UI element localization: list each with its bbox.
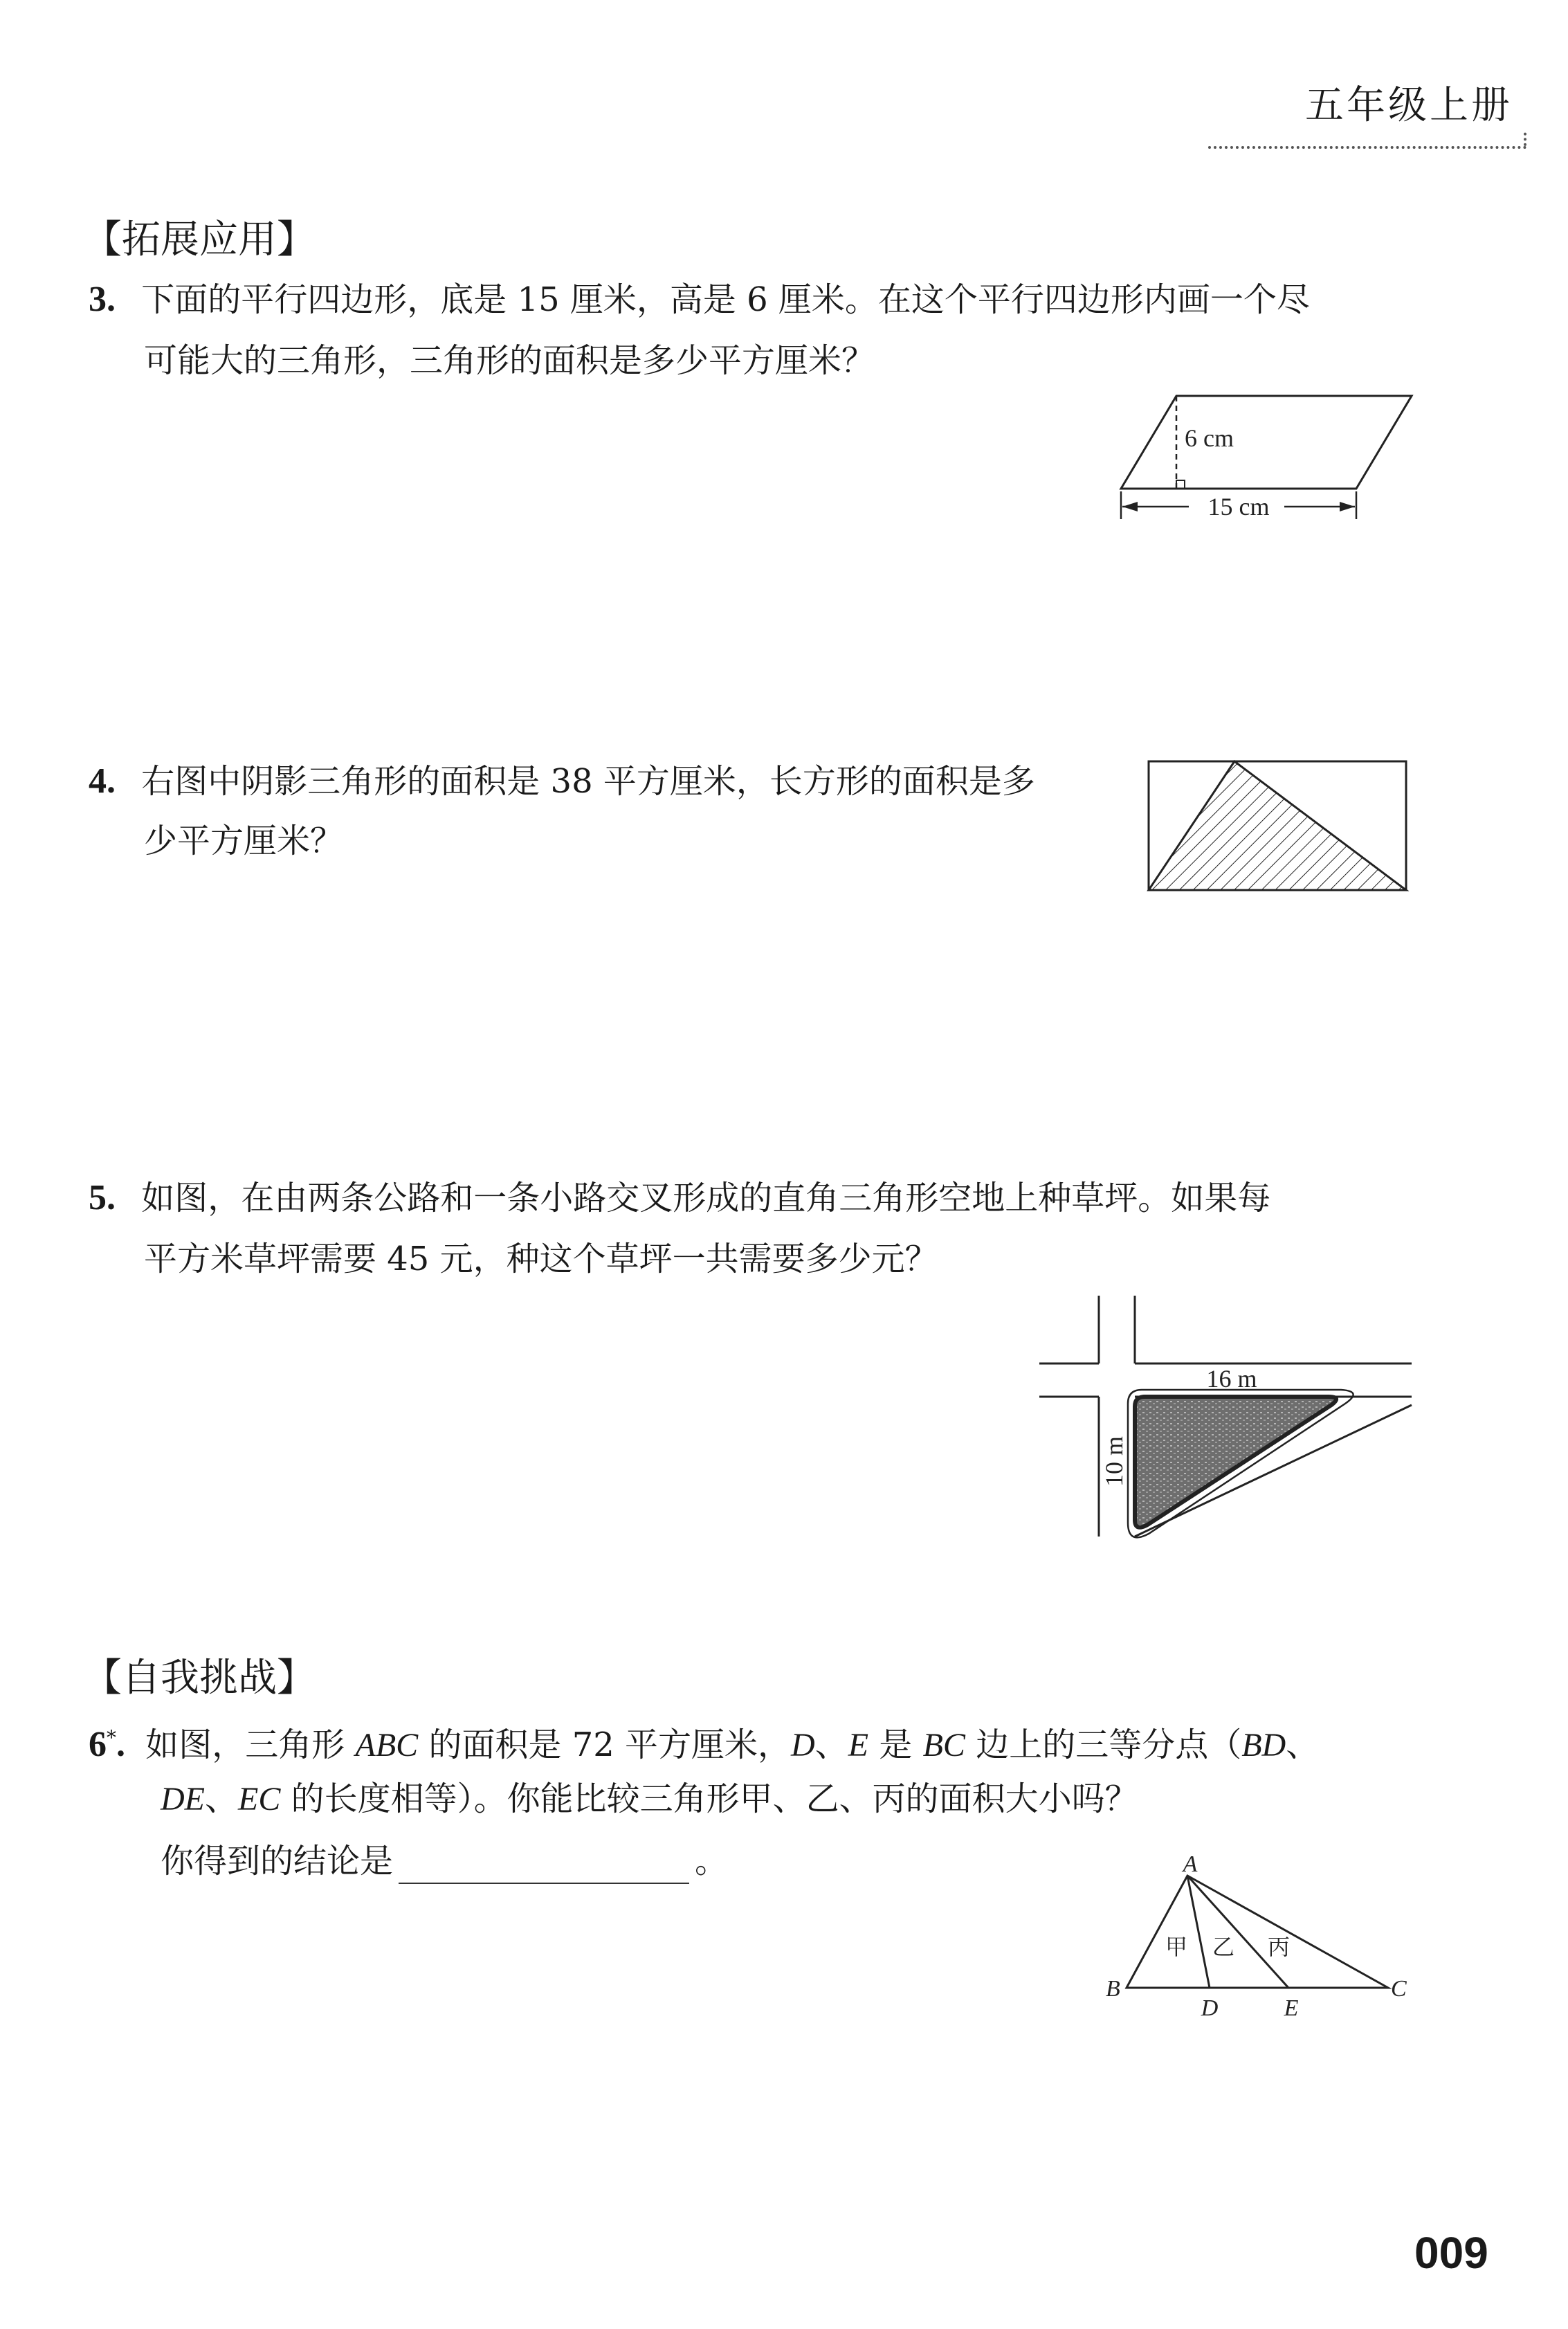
vertex-b-label: B bbox=[1106, 1976, 1120, 2002]
segment-ae bbox=[1187, 1876, 1291, 1988]
question-4-line-1 bbox=[89, 759, 1035, 804]
parallelogram-figure bbox=[1107, 388, 1439, 526]
right-angle-mark bbox=[1176, 480, 1185, 489]
height-label: 6 cm bbox=[1185, 424, 1234, 452]
base-arrowhead-left bbox=[1122, 502, 1138, 511]
triangle-abc bbox=[1127, 1876, 1388, 1988]
vertex-a-label: A bbox=[1183, 1855, 1198, 1877]
base-label: 15 cm bbox=[1207, 493, 1270, 520]
q6-text-segment: 边上的三等分点（ bbox=[965, 1725, 1242, 1764]
region-bing-label: 丙 bbox=[1267, 1934, 1291, 1959]
section-title-extend: 【拓展应用】 bbox=[83, 217, 316, 262]
q6-text-segment: 、 bbox=[1286, 1725, 1320, 1764]
parallelogram-shape bbox=[1121, 396, 1412, 489]
rectangle-figure bbox=[1146, 759, 1423, 897]
question-4-text-1: 右图中阴影三角形的面积是 38 平方厘米，长方形的面积是多 bbox=[141, 762, 1035, 801]
road-figure bbox=[1038, 1294, 1425, 1543]
page-number: 009 bbox=[1414, 2228, 1488, 2278]
region-yi-label: 乙 bbox=[1212, 1934, 1235, 1959]
q6-var-bd: BD bbox=[1241, 1727, 1286, 1764]
q6-text-segment: 。 bbox=[695, 1842, 729, 1881]
question-5-text-1: 如图，在由两条公路和一条小路交叉形成的直角三角形空地上种草坪。如果每 bbox=[141, 1179, 1271, 1217]
segment-ad bbox=[1187, 1876, 1210, 1988]
shaded-triangle bbox=[1149, 761, 1406, 890]
lawn-triangle bbox=[1135, 1397, 1336, 1528]
question-6-dot: . bbox=[116, 1725, 125, 1764]
point-d-label: D bbox=[1201, 1995, 1219, 2021]
header-title: 五年级上册 bbox=[1294, 82, 1533, 130]
section-title-challenge: 【自我挑战】 bbox=[83, 1656, 316, 1701]
q6-text-segment: 如图，三角形 bbox=[145, 1725, 356, 1764]
question-4-number: 4. bbox=[89, 761, 116, 801]
q6-text-segment: 的面积是 72 平方厘米， bbox=[418, 1725, 792, 1764]
q6-var-de: DE bbox=[161, 1781, 205, 1818]
question-6-number: 6 bbox=[89, 1725, 107, 1764]
vertex-c-label: C bbox=[1391, 1976, 1407, 2002]
question-6-star: * bbox=[107, 1726, 116, 1749]
question-5-number: 5. bbox=[89, 1178, 116, 1217]
conclusion-answer-blank[interactable] bbox=[399, 1848, 689, 1884]
q6-conclusion-prompt: 你得到的结论是 bbox=[161, 1842, 394, 1881]
q6-text-segment: 是 bbox=[868, 1725, 923, 1764]
region-jia-label: 甲 bbox=[1165, 1934, 1188, 1959]
q6-var-ec: EC bbox=[238, 1781, 281, 1818]
q6-var-bc: BC bbox=[922, 1727, 965, 1764]
point-e-label: E bbox=[1284, 1995, 1299, 2021]
lawn-side-label: 10 m bbox=[1100, 1435, 1128, 1487]
question-5-text-2: 平方米草坪需要 45 元，种这个草坪一共需要多少元？ bbox=[144, 1240, 938, 1278]
question-3-text-1: 下面的平行四边形，底是 15 厘米，高是 6 厘米。在这个平行四边形内画一个尽 bbox=[141, 280, 1310, 319]
triangle-abc-figure bbox=[1086, 1855, 1419, 2028]
question-4-text-2: 少平方厘米？ bbox=[144, 822, 344, 860]
question-3-text-2: 可能大的三角形，三角形的面积是多少平方厘米？ bbox=[144, 341, 875, 380]
question-5-line-1 bbox=[89, 1175, 1270, 1221]
q6-var-d: D bbox=[791, 1727, 815, 1764]
lawn-top-label: 16 m bbox=[1206, 1365, 1257, 1393]
q6-text-segment: 、 bbox=[204, 1779, 238, 1818]
question-6-line-2 bbox=[161, 1776, 1138, 1822]
q6-var-e: E bbox=[848, 1727, 869, 1764]
q6-text-segment: 、 bbox=[814, 1725, 848, 1764]
q6-text-segment: 的长度相等）。你能比较三角形甲、乙、丙的面积大小吗？ bbox=[280, 1779, 1138, 1818]
question-6-line-3 bbox=[161, 1838, 728, 1884]
question-3-number: 3. bbox=[89, 280, 116, 319]
base-arrowhead-right bbox=[1340, 502, 1355, 511]
question-3-line-1 bbox=[89, 277, 1310, 323]
question-6-line-1 bbox=[89, 1715, 1319, 1768]
q6-var-abc: ABC bbox=[355, 1727, 419, 1764]
